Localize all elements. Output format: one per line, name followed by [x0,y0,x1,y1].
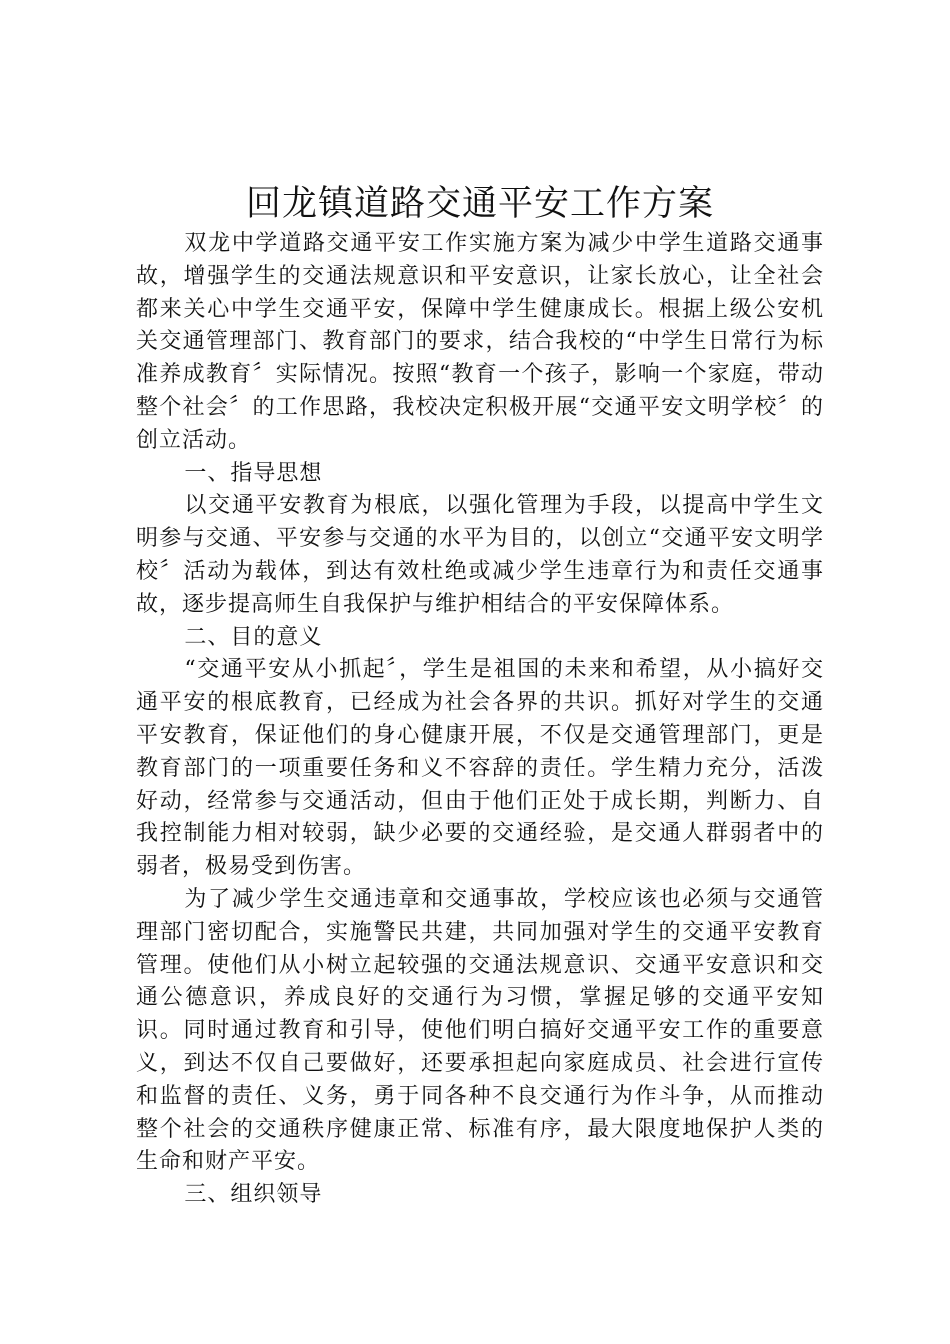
intro-paragraph: 双龙中学道路交通平安工作实施方案为减少中学生道路交通事故，增强学生的交通法规意识和平安意识，让家长放心，让全社会都来关心中学生交通平安，保障中学生健康成长。根据上级公安机关交通管理部门、教育部门的要求，结合我校的“中学生日常行为标准养成教育〞实际情况。按照“教育一个孩子，影响一个家庭，带动整个社会〞的工作思路，我校决定积极开展“交通平安文明学校〞的创立活动。 [136,231,824,453]
section-heading-organization: 三、组织领导 [184,1182,323,1208]
section-heading-guiding-thought: 一、指导思想 [184,460,323,486]
document-title: 回龙镇道路交通平安工作方案 [245,184,714,224]
section-paragraph: “交通平安从小抓起〞，学生是祖国的未来和希望，从小搞好交通平安的根底教育，已经成为社会各界的共识。抓好对学生的交通平安教育，保证他们的身心健康开展，不仅是交通管理部门，更是教育部门的一项重要任务和义不容辞的责任。学生精力充分，活泼好动，经常参与交通活动，但由于他们正处于成长期，判断力、自我控制能力相对较弱，缺少必要的交通经验，是交通人群弱者中的弱者，极易受到伤害。 [136,657,824,880]
document-page [136,180,824,1212]
section-heading-purpose: 二、目的意义 [184,624,323,650]
section-paragraph: 以交通平安教育为根底，以强化管理为手段，以提高中学生文明参与交通、平安参与交通的水平为目的，以创立“交通平安文明学校〞活动为载体，到达有效杜绝或减少学生违章行为和责任交通事故，逐步提高师生自我保护与维护相结合的平安保障体系。 [136,493,824,617]
section-paragraph: 为了减少学生交通违章和交通事故，学校应该也必须与交通管理部门密切配合，实施警民共建，共同加强对学生的交通平安教育管理。使他们从小树立起较强的交通法规意识、交通平安意识和交通公德意识，养成良好的交通行为习惯，掌握足够的交通平安知识。同时通过教育和引导，使他们明白搞好交通平安工作的重要意义，到达不仅自己要做好，还要承担起向家庭成员、社会进行宣传和监督的责任、义务，勇于同各种不良交通行为作斗争，从而推动整个社会的交通秩序健康正常、标准有序，最大限度地保护人类的生命和财产平安。 [136,886,824,1175]
